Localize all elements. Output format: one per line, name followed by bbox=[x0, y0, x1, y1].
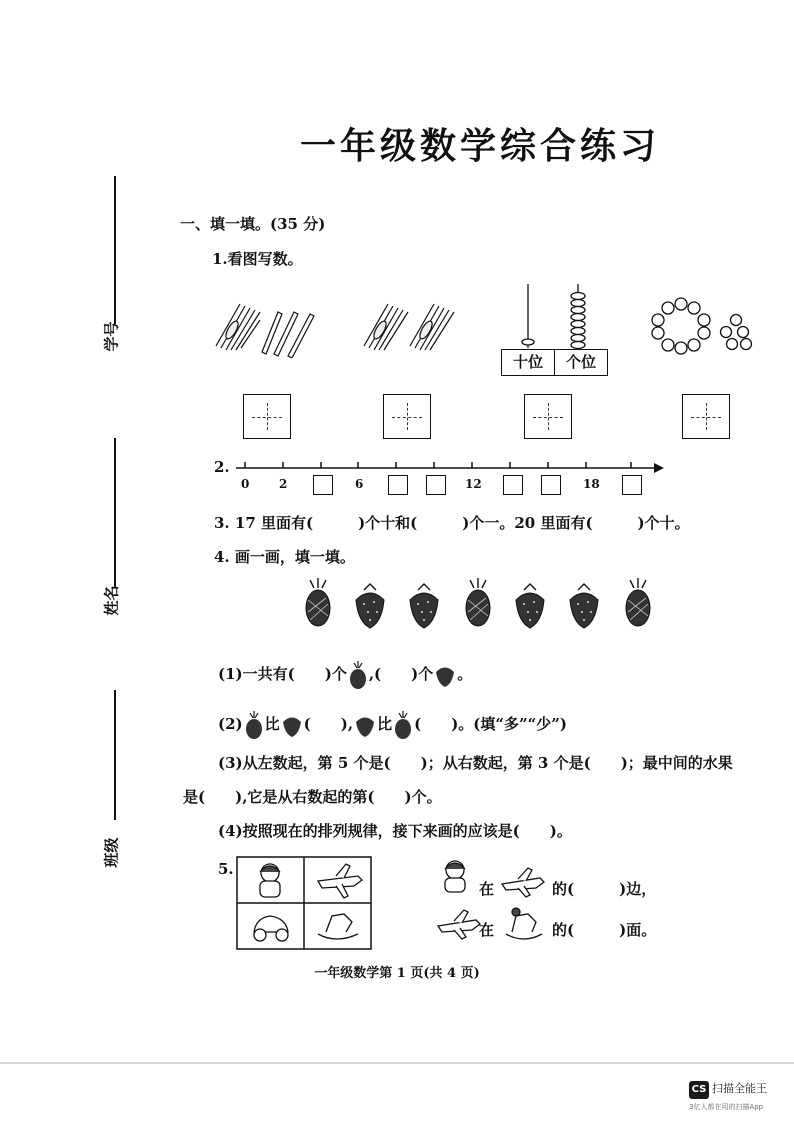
airplane-icon bbox=[436, 908, 482, 940]
margin-line-class bbox=[114, 690, 116, 820]
stick-bundle-picture-1 bbox=[210, 296, 340, 358]
q5-line-2-text-b: 的( )面。 bbox=[552, 921, 657, 939]
toy-grid bbox=[236, 856, 372, 951]
number-line bbox=[234, 458, 666, 478]
student-no-label: 学号 bbox=[102, 321, 121, 352]
q5-line-2-text-a: 在 bbox=[479, 921, 495, 939]
answer-box-1[interactable] bbox=[243, 394, 291, 439]
name-label: 姓名 bbox=[102, 585, 121, 616]
strawberry-icon bbox=[280, 712, 304, 738]
question-1-label: 1.看图写数。 bbox=[212, 250, 303, 268]
tens-place-label: 十位 bbox=[501, 349, 555, 376]
number-line-box-2[interactable] bbox=[388, 475, 408, 495]
part-1-text-a: (1)一共有( )个 bbox=[218, 665, 347, 683]
question-2-label: 2. bbox=[214, 458, 230, 476]
tick-label-12: 12 bbox=[465, 477, 482, 491]
strawberry-icon bbox=[433, 662, 457, 688]
ones-place-label: 个位 bbox=[554, 349, 608, 376]
question-4-part-3-line-1: (3)从左数起，第 5 个是( )；从右数起，第 3 个是( )；最中间的水果 bbox=[218, 754, 733, 772]
stick-bundle-picture-2 bbox=[358, 296, 468, 358]
class-label: 班级 bbox=[102, 837, 121, 868]
answer-box-2[interactable] bbox=[383, 394, 431, 439]
part-1-text-c: 。 bbox=[457, 665, 473, 683]
part-2-text-d: 比 bbox=[377, 715, 393, 733]
section-heading: 一、填一填。(35 分) bbox=[180, 215, 326, 233]
part-2-text-e: ( )。(填“多”“少”) bbox=[414, 715, 567, 733]
airplane-icon bbox=[500, 866, 546, 898]
fruit-row bbox=[296, 576, 666, 632]
number-line-box-1[interactable] bbox=[313, 475, 333, 495]
part-2-text-a: (2) bbox=[218, 715, 243, 733]
pineapple-icon bbox=[392, 710, 414, 740]
rocking-horse-icon bbox=[502, 904, 546, 942]
camscanner-name: 扫描全能王 bbox=[712, 1082, 767, 1095]
answer-box-4[interactable] bbox=[682, 394, 730, 439]
tick-label-2: 2 bbox=[279, 477, 288, 491]
margin-line-student-no bbox=[114, 176, 116, 324]
tick-label-18: 18 bbox=[583, 477, 600, 491]
q5-line-1-text-b: 的( )边， bbox=[552, 880, 657, 898]
part-2-text-b: 比 bbox=[264, 715, 280, 733]
circles-picture bbox=[646, 296, 756, 356]
number-line-box-6[interactable] bbox=[622, 475, 642, 495]
question-4-part-2 bbox=[218, 710, 567, 740]
page-title: 一年级数学综合练习 bbox=[300, 125, 661, 167]
camscanner-logo: CS bbox=[689, 1081, 709, 1099]
strawberry-icon bbox=[353, 712, 377, 738]
number-line-box-5[interactable] bbox=[541, 475, 561, 495]
question-4-part-3-line-2: 是( ),它是从右数起的第( )个。 bbox=[183, 788, 442, 806]
pineapple-icon bbox=[243, 710, 265, 740]
abacus-picture bbox=[500, 282, 610, 352]
margin-line-name bbox=[114, 438, 116, 588]
doll-icon bbox=[436, 858, 474, 894]
number-line-box-4[interactable] bbox=[503, 475, 523, 495]
question-4-part-4: (4)按照现在的排列规律，接下来画的应该是( )。 bbox=[218, 822, 572, 840]
question-5-label: 5. bbox=[218, 860, 234, 878]
scan-divider bbox=[0, 1062, 794, 1064]
pineapple-icon bbox=[347, 660, 369, 690]
tick-label-6: 6 bbox=[355, 477, 364, 491]
question-4-label: 4. 画一画，填一填。 bbox=[214, 548, 355, 566]
answer-box-3[interactable] bbox=[524, 394, 572, 439]
question-3-text: 3. 17 里面有( )个十和( )个一。20 里面有( )个十。 bbox=[214, 514, 690, 532]
part-2-text-c: ( ), bbox=[303, 715, 354, 733]
part-1-text-b: ,( )个 bbox=[368, 665, 434, 683]
number-line-box-3[interactable] bbox=[426, 475, 446, 495]
page-footer: 一年级数学第 1 页(共 4 页) bbox=[314, 966, 480, 981]
question-4-part-1 bbox=[218, 660, 472, 690]
camscanner-tagline: 3亿人都在用的扫描App bbox=[689, 1103, 764, 1111]
tick-label-0: 0 bbox=[241, 477, 250, 491]
q5-line-1-text-a: 在 bbox=[479, 880, 495, 898]
